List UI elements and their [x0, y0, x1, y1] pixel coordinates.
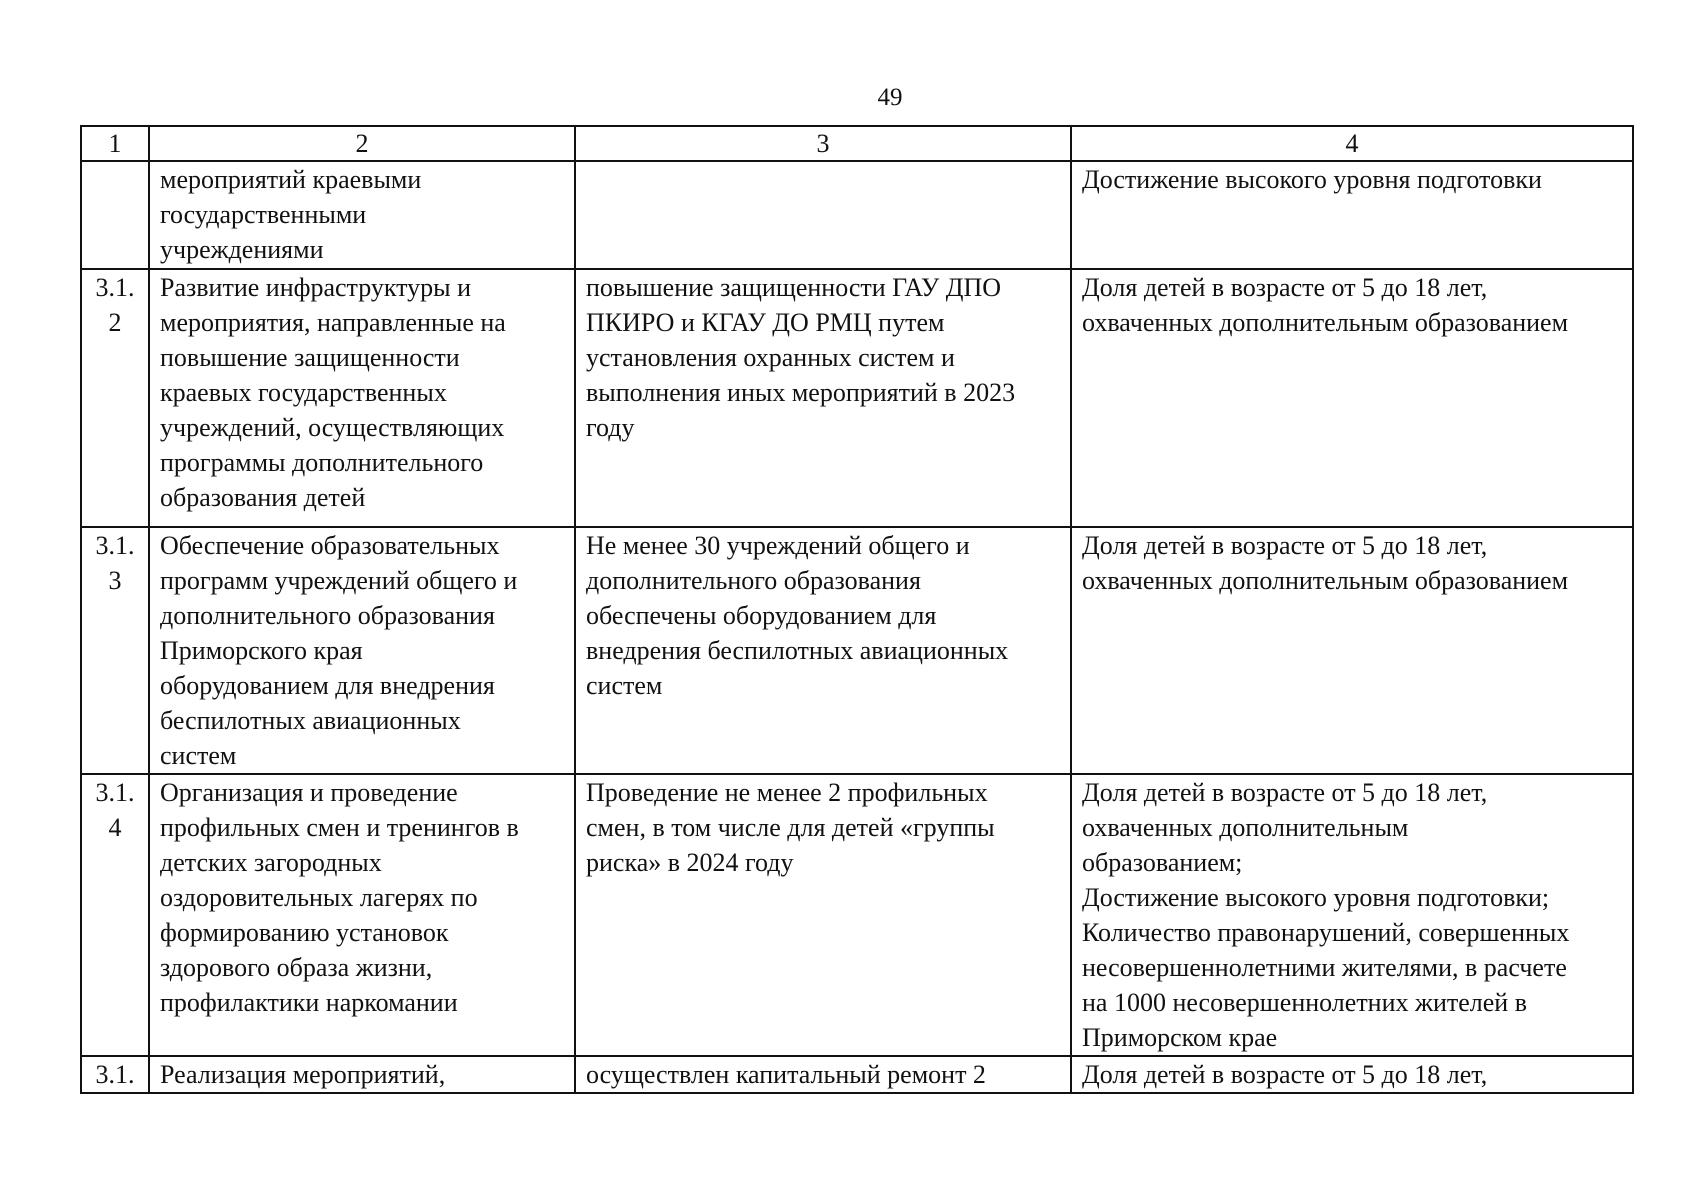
- indicator: Доля детей в возрасте от 5 до 18 лет,: [1071, 1056, 1633, 1093]
- indicator: Доля детей в возрасте от 5 до 18 лет, охваченных дополнительным образованием; Достижение высокого уровня подготовки; Количество правонарушений, совершенных несовершеннолетними жителями, в расчете на 1000 несовершеннолетних жителей в Приморском крае: [1071, 774, 1633, 1056]
- measure-name: Реализация мероприятий,: [149, 1056, 575, 1093]
- measure-name: мероприятий краевыми государственными учреждениями: [149, 161, 575, 269]
- row-number: 3.1. 2: [81, 269, 149, 527]
- measure-name: Организация и проведение профильных смен и тренингов в детских загородных оздоровительных лагерях по формированию установок здорового образа жизни, профилактики наркомании: [149, 774, 575, 1056]
- expected-result: Проведение не менее 2 профильных смен, в том числе для детей «группы риска» в 2024 году: [575, 774, 1071, 1056]
- measures-table: [80, 125, 1634, 1094]
- row-number: 3.1.: [81, 1056, 149, 1093]
- table-row: [81, 774, 1633, 1056]
- measure-name: Развитие инфраструктуры и мероприятия, направленные на повышение защищенности краевых государственных учреждений, осуществляющих программы дополнительного образования детей: [149, 269, 575, 527]
- column-header-3: 3: [575, 126, 1071, 161]
- table-header-row: [81, 126, 1633, 161]
- expected-result: повышение защищенности ГАУ ДПО ПКИРО и КГАУ ДО РМЦ путем установления охранных систем и выполнения иных мероприятий в 2023 году: [575, 269, 1071, 527]
- column-header-4: 4: [1071, 126, 1633, 161]
- indicator: Доля детей в возрасте от 5 до 18 лет, охваченных дополнительным образованием: [1071, 527, 1633, 774]
- table-row: [81, 1056, 1633, 1093]
- page-number: 49: [877, 84, 903, 111]
- table-row: [81, 527, 1633, 774]
- column-header-2: 2: [149, 126, 575, 161]
- expected-result: осуществлен капитальный ремонт 2: [575, 1056, 1071, 1093]
- row-number: 3.1. 4: [81, 774, 149, 1056]
- expected-result: Не менее 30 учреждений общего и дополнительного образования обеспечены оборудованием для внедрения беспилотных авиационных систем: [575, 527, 1071, 774]
- table-row: [81, 269, 1633, 527]
- measure-name: Обеспечение образовательных программ учреждений общего и дополнительного образования Приморского края оборудованием для внедрения беспилотных авиационных систем: [149, 527, 575, 774]
- row-number: [81, 161, 149, 269]
- indicator: Достижение высокого уровня подготовки: [1071, 161, 1633, 269]
- column-header-1: 1: [81, 126, 149, 161]
- expected-result: [575, 161, 1071, 269]
- row-number: 3.1. 3: [81, 527, 149, 774]
- indicator: Доля детей в возрасте от 5 до 18 лет, охваченных дополнительным образованием: [1071, 269, 1633, 527]
- table-row: [81, 161, 1633, 269]
